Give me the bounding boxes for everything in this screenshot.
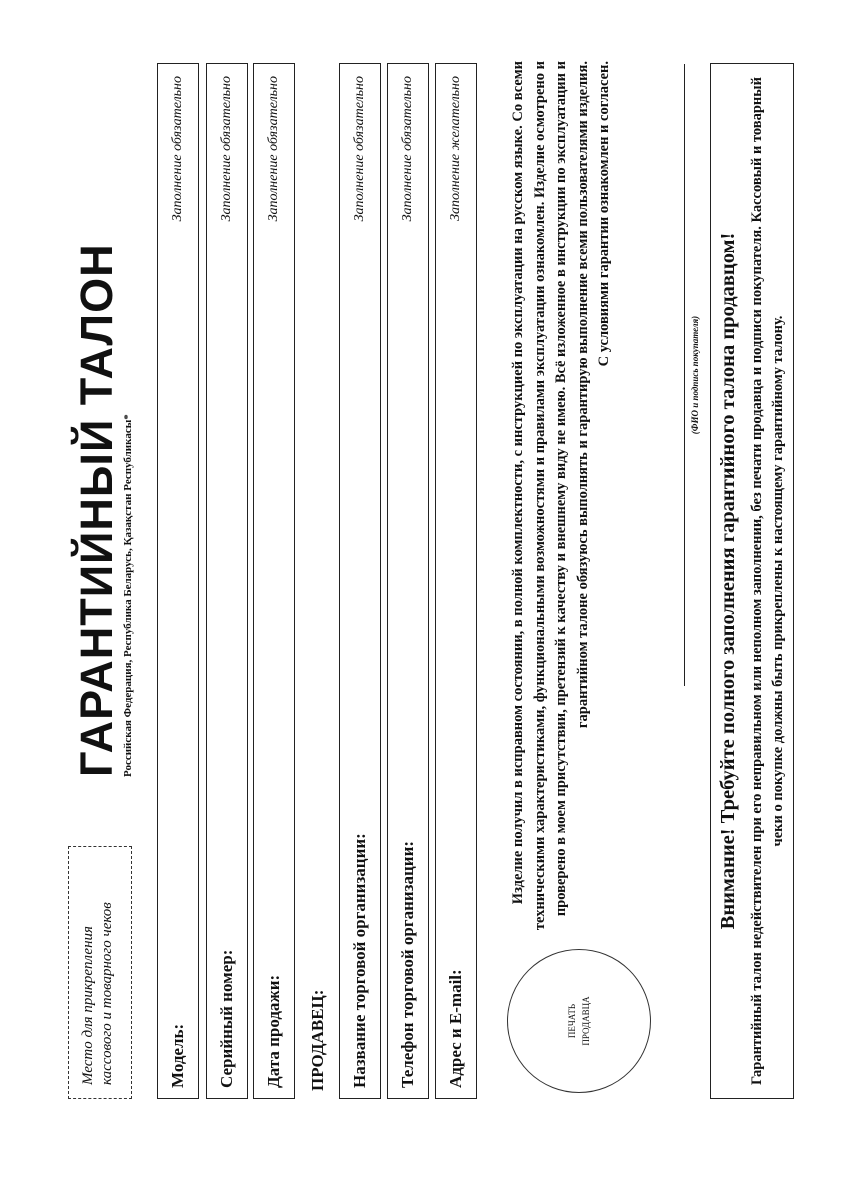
org-phone-requirement-note: Заполнение обязательно — [400, 76, 415, 222]
sale-date-requirement-note: Заполнение обязательно — [266, 76, 281, 222]
org-phone-label: Телефон торговой организации: — [398, 840, 417, 1088]
address-email-label: Адрес и E-mail: — [446, 969, 465, 1088]
org-name-field[interactable] — [339, 63, 381, 1099]
model-requirement-note: Заполнение обязательно — [170, 76, 185, 222]
buyer-declaration — [508, 61, 616, 939]
signature-line[interactable] — [684, 64, 685, 686]
serial-number-requirement-note: Заполнение обязательно — [219, 76, 234, 222]
org-name-requirement-note: Заполнение обязательно — [352, 76, 367, 222]
page-subtitle: Российская Федерация, Республика Беларусь, Қазақстан Республикасы* — [122, 414, 134, 777]
seller-heading: ПРОДАВЕЦ: — [308, 989, 327, 1091]
warning-text: Гарантийный талон недействителен при его неправильном или неполном заполнении, без печати продавца и подписи покупателя. Кассовый и товарный чеки о покупке должны быть прикреплены к настоящему гарантийному талону. — [749, 77, 786, 1085]
receipt-box-line2: кассового и товарного чеков — [99, 902, 115, 1085]
warning-box — [710, 63, 794, 1099]
org-name-label: Название торговой организации: — [350, 833, 369, 1088]
receipt-box-line1: Место для прикрепления — [80, 926, 96, 1085]
page-title: ГАРАНТИЙНЫЙ ТАЛОН — [71, 243, 122, 777]
receipt-attachment-area — [68, 846, 132, 1099]
stamp-label-line1: ПЕЧАТЬ — [567, 1003, 577, 1039]
model-field[interactable] — [157, 63, 199, 1099]
declaration-text: Изделие получил в исправном состоянии, в полной комплектности, с инструкцией по эксплуатации на русском языке. Со всеми техническими характеристиками, функциональными возможностями и правилами эксплуатации ознакомлен. Изделие осмотрено и проверено в моем присутствии, претензий к качеству и внешнему виду не имею. Всё изложенное в инструкции по эксплуатации и гарантийном талоне обязуюсь выполнять и гарантирую выполнение всеми пользователями изделия. — [510, 61, 591, 931]
org-phone-field[interactable] — [387, 63, 429, 1099]
stamp-label-line2: ПРОДАВЦА — [581, 996, 591, 1046]
serial-number-field[interactable] — [206, 63, 248, 1099]
address-email-field[interactable] — [435, 63, 477, 1099]
sale-date-label: Дата продажи: — [264, 974, 283, 1088]
sale-date-field[interactable] — [253, 63, 295, 1099]
warning-title: Внимание! Требуйте полного заполнения гарантийного талона продавцом! — [717, 232, 739, 930]
address-email-requirement-note: Заполнение желательно — [448, 76, 463, 221]
declaration-agreement: С условиями гарантии ознакомлен и согласен. — [596, 61, 612, 367]
serial-number-label: Серийный номер: — [217, 949, 236, 1088]
signature-caption: (ФИО и подпись покупателя) — [690, 315, 700, 435]
model-label: Модель: — [168, 1023, 187, 1088]
seller-stamp-area — [507, 949, 651, 1093]
